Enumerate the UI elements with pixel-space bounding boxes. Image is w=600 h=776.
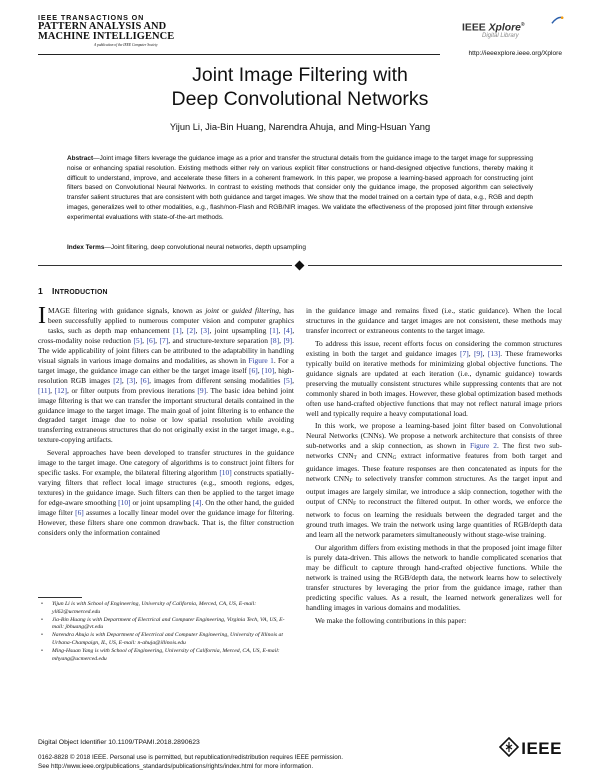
bullet-icon: • <box>41 632 43 639</box>
figure-link[interactable]: Figure 2 <box>469 441 498 451</box>
citation-link[interactable]: [7] <box>159 335 169 345</box>
paper-title <box>0 63 600 111</box>
xplore-subtitle: Digital Library <box>482 33 519 40</box>
separator-diamond-icon <box>295 261 305 271</box>
citation-link[interactable]: [4] <box>192 498 202 508</box>
bullet-icon: • <box>41 648 43 655</box>
citation-link[interactable]: [2] <box>186 325 196 335</box>
index-terms-label: Index Terms <box>67 244 105 251</box>
journal-masthead <box>38 14 248 47</box>
intro-paragraph-4 <box>306 421 562 539</box>
emphasis-joint: joint <box>205 306 219 315</box>
text-run: To address this issue, recent efforts focus on considering the common structures existing in both the target and guidance images <box>306 338 562 358</box>
citation-link[interactable]: [9] <box>473 348 483 358</box>
footnote-text: Yijun Li is with School of Engineering, University of California, Merced, CA, US, E-mail: yli62@ucmerced.edu <box>52 601 257 615</box>
citation-link[interactable]: [10] <box>118 498 131 508</box>
xplore-reg-mark: ® <box>520 22 525 28</box>
intro-paragraph-2-cont: in the guidance image and remains fixed (i.e., static guidance). When the local structures in the guidance and target images are not consistent, these methods may transfer incorrect or extraneous contents to the target image. <box>306 306 562 335</box>
intro-paragraph-3 <box>306 339 562 419</box>
footnote-text: Narendra Ahuja is with Department of Electrical and Computer Engineering, University of Illinois at Urbana-Champaign, IL, US, E-mail: n-ahuja@illinois.edu <box>52 632 283 646</box>
text-run: . The first two sub-networks CNN <box>306 441 563 461</box>
text-run: , <box>279 335 284 345</box>
text-run: or joint upsampling <box>130 498 193 508</box>
subscript: F <box>349 478 353 485</box>
masthead-line2: PATTERN ANALYSIS AND <box>38 21 167 32</box>
text-run: , <box>121 375 127 385</box>
title-line2: Deep Convolutional Networks <box>171 88 429 110</box>
author-footnotes <box>38 601 294 664</box>
text-run: , <box>468 348 474 358</box>
citation-link[interactable]: [4] <box>283 325 293 335</box>
xplore-brand-xplore: Xplore <box>488 22 521 34</box>
body-column-right <box>306 306 562 626</box>
text-run: extract informative features from both target and guidance images. These feature responses are then concatenated as inputs for the network CNN <box>306 451 562 484</box>
text-run: . These frameworks typically build on iterative methods for minimizing global objective functions. The guidance signals are updated at each iteration (i.e., dynamic guidance) towards preserving the mutually consistent structures while suppressing contents that are not commonly shared in both images. However, these global optimization based methods often use hand-crafted objective functions that may not reflect natural image priors well and typically require a heavy computational load. <box>306 348 563 418</box>
bullet-icon: • <box>41 616 43 623</box>
emphasis-guided-filtering: guided filtering <box>231 306 279 315</box>
text-run: , high-resolution RGB images <box>38 365 295 385</box>
section-separator-right <box>308 265 562 266</box>
text-run: , <box>50 385 55 395</box>
intro-paragraph-5: Our algorithm differs from existing methods in that the proposed joint image filter is purely data-driven. This allows the network to handle complicated scenarios that may be difficult to capture through hand-crafted objective functions. While the network is trained using the RGB/depth data, the network learns how to selectively transfer structures by leveraging the prior from the guidance image, rather than predicting specific values. As a result, the learned network generalizes well for handling images in various domains and modalities. <box>306 542 562 612</box>
subscript: T <box>353 455 357 462</box>
text-run: or <box>218 306 232 315</box>
intro-paragraph-1 <box>38 303 295 445</box>
text-run: , images from different sensing modalities <box>149 375 284 385</box>
text-run: , <box>155 335 160 345</box>
xplore-url-link[interactable]: http://ieeexplore.ieee.org/Xplore <box>468 50 562 57</box>
section-separator-left <box>38 265 292 266</box>
footnote-rule <box>38 597 82 598</box>
section-heading-introduction <box>38 286 108 296</box>
subscript: G <box>392 455 397 462</box>
ieee-logo <box>499 737 562 760</box>
ieee-logo-text: IEEE <box>521 739 562 758</box>
xplore-brand-ieee: IEEE <box>462 22 489 34</box>
citation-link[interactable]: [9] <box>197 385 207 395</box>
citation-link[interactable]: [9] <box>283 335 293 345</box>
drop-cap: I <box>38 303 46 329</box>
citation-link[interactable]: [7] <box>460 348 469 358</box>
text-run: constructs spatially-varying filters that reflect local image structures (e.g., smooth regions, edges, textures) in the guidance image. Such filters can then be applied to the target image for edge-aware smoothing <box>38 468 294 508</box>
text-run: , <box>142 335 147 345</box>
text-run: , <box>135 375 141 385</box>
citation-link[interactable]: [10] <box>219 468 232 478</box>
text-run: , <box>292 375 295 385</box>
text-run: In this work, we propose a learning-based joint filter based on Convolutional Neural Networks (CNNs). We propose a network architecture that consists of three sub-networks and a skip connection, as shown in <box>306 421 562 451</box>
ieee-diamond-icon <box>499 737 519 757</box>
text-run: , or filter outputs from previous iterations <box>67 385 198 395</box>
ieee-xplore-logo[interactable] <box>462 20 562 40</box>
footnote-item <box>38 601 294 616</box>
intro-paragraph-6: We make the following contributions in this paper: <box>315 615 467 625</box>
copyright-notice <box>38 753 478 771</box>
citation-link[interactable]: [3] <box>200 325 210 335</box>
citation-link[interactable]: [11] <box>38 385 51 395</box>
text-run: . The basic idea behind joint image filtering is that we can transfer the important structural details contained in the guidance image to the target image. The main goal of joint filtering is to enhance the degraded target image due to noise or low spatial resolution while avoiding transferring extraneous structures that do not originally exist in the target image, e.g., texture-copying artifacts. <box>38 385 294 445</box>
citation-link[interactable]: [10] <box>261 365 275 375</box>
text-run: . On the other hand, the guided image filter <box>38 498 294 518</box>
text-run: , <box>257 365 262 375</box>
citation-link[interactable]: [5] <box>283 375 293 385</box>
text-run: , <box>482 348 488 358</box>
citation-link[interactable]: [6] <box>75 508 84 518</box>
text-run: , cross-modality noise reduction <box>38 325 295 345</box>
masthead-line3: MACHINE INTELLIGENCE <box>38 31 175 42</box>
title-line1: Joint Image Filtering with <box>192 64 408 86</box>
body-column-left <box>38 303 295 538</box>
doi-line: Digital Object Identifier 10.1109/TPAMI.2018.2890623 <box>38 739 200 746</box>
index-terms <box>67 243 533 252</box>
citation-link[interactable]: [3] <box>126 375 136 385</box>
text-run: to reconstruct the filtered output. In other words, we enforce the network to focus on learning the residuals between the degraded target and the ground truth images. We train the network using large quantities of RGB/depth data and learn all the network parameters simultaneously without stage-wise training. <box>306 497 562 540</box>
subscript: F <box>353 501 357 508</box>
text-run: Several approaches have been developed to transfer structures in the guidance image to the target image. One category of algorithms is to construct joint filters for specific tasks. For example, the bilateral filtering algorithm <box>38 448 294 478</box>
copyright-line1: 0162-8828 © 2018 IEEE. Personal use is permitted, but republication/redistribution requires IEEE permission. <box>38 754 343 761</box>
abstract-label: Abstract <box>67 155 94 162</box>
intro-paragraph-2 <box>38 448 294 538</box>
copyright-line2: See http://www.ieee.org/publications_standards/publications/rights/index.html for more information. <box>38 763 314 770</box>
footnote-text: Ming-Hsuan Yang is with School of Engineering, University of California, Merced, CA, US, E-mail: mhyang@ucmerced.edu <box>52 648 280 662</box>
citation-link[interactable]: [12] <box>54 385 67 395</box>
author-list: Yijun Li, Jia-Bin Huang, Narendra Ahuja, and Ming-Hsuan Yang <box>169 122 431 132</box>
header-rule <box>38 54 440 55</box>
citation-link[interactable]: [6] <box>249 365 258 375</box>
text-run: assumes a locally linear model over the guidance image for filtering. However, these filters share one common drawback. That is, the filter construction considers only the information contained <box>38 508 294 537</box>
text-run: . The wide applicability of joint filters can be attributed to the adaptability in handling visual signals in various image domains and modalities, as shown in <box>38 335 294 365</box>
footnote-item <box>38 632 294 647</box>
abstract <box>67 154 533 223</box>
footnote-item <box>38 617 294 632</box>
text-run: . For a target image, the guidance image can either be the target image itself <box>38 355 295 375</box>
text-run: , and structure-texture separation <box>168 335 271 345</box>
citation-link[interactable]: [13] <box>487 348 501 358</box>
footnote-item <box>38 648 294 663</box>
text-run: , <box>278 325 284 335</box>
citation-link[interactable]: [5] <box>133 335 143 345</box>
citation-link[interactable]: [1] <box>269 325 279 335</box>
text-run: , <box>195 325 201 335</box>
section-title-initial: I <box>51 286 55 296</box>
section-title-rest: NTRODUCTION <box>54 289 108 296</box>
citation-link[interactable]: [1] <box>173 325 182 335</box>
masthead-publisher: A publication of the IEEE Computer Society <box>94 43 158 47</box>
citation-link[interactable]: [6] <box>140 375 150 385</box>
index-terms-text: —Joint filtering, deep convolutional neural networks, depth upsampling <box>104 244 306 251</box>
section-number: 1 <box>38 286 43 296</box>
citation-link[interactable]: [2] <box>113 375 122 385</box>
text-run: and CNN <box>356 451 393 461</box>
text-run: to selectively transfer common structures. As the target input and output images are largely similar, we introduce a skip connection, together with the output of CNN <box>306 474 562 507</box>
abstract-text: —Joint image filters leverage the guidance image as a prior and transfer the structural details from the guidance image to the target image for suppressing noise or enhancing spatial resolution. Existing methods either rely on various explicit filter constructions or hand-designed objective functions, thereby making it difficult to understand, improve, and accelerate these filters in a coherent framework. In this paper, we propose a learning-based approach for constructing joint filters based on Convolutional Neural Networks. In contrast to existing methods that consider only the guidance image, the proposed algorithm can selectively transfer salient structures that are consistent with both guidance and target images. We show that the model trained on a certain type of data, e.g., RGB and depth images, generalizes well to other modalities, e.g., flash/non-Flash and RGB/NIR images. We validate the effectiveness of the proposed joint filter through extensive experimental evaluations with state-of-the-art methods. <box>67 155 533 221</box>
masthead-line1: IEEE TRANSACTIONS ON <box>38 13 145 22</box>
text-run: , has been successfully applied to numerous computer vision and computer graphics tasks, such as depth map enhancement <box>48 306 294 335</box>
bullet-icon: • <box>41 601 43 607</box>
footnote-text: Jia-Bin Huang is with Department of Electrical and Computer Engineering, Virginia Tech, VA, US, E-mail: jbhuang@vt.edu <box>52 616 285 631</box>
figure-link[interactable]: Figure 1 <box>248 355 274 365</box>
citation-link[interactable]: [8] <box>270 335 280 345</box>
text-run: MAGE filtering with guidance signals, known as <box>48 306 206 315</box>
citation-link[interactable]: [6] <box>146 335 156 345</box>
xplore-swoosh-icon <box>551 14 564 27</box>
text-run: , <box>181 325 187 335</box>
text-run: , joint upsampling <box>209 325 270 335</box>
